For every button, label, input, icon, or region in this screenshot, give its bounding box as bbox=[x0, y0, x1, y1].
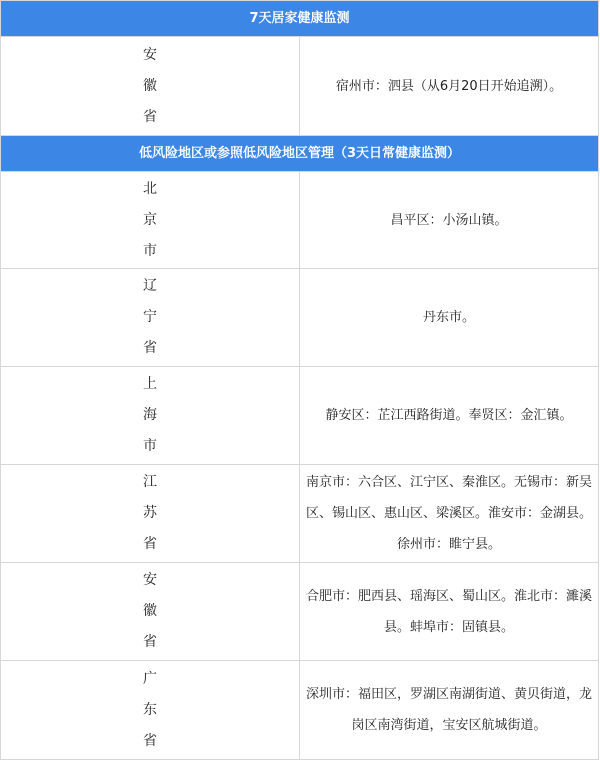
province-char: 宁 bbox=[143, 309, 157, 325]
table-row bbox=[1, 172, 599, 269]
area-cell: 宿州市：泗县（从6月20日开始追溯）。 bbox=[300, 37, 599, 136]
section-header-row bbox=[1, 1, 599, 37]
province-cell bbox=[1, 465, 300, 563]
section-header-home-monitoring: 7天居家健康监测 bbox=[1, 1, 599, 37]
section-header-row bbox=[1, 136, 599, 172]
province-char: 市 bbox=[143, 438, 157, 454]
table-row bbox=[1, 563, 599, 661]
province-char: 苏 bbox=[143, 505, 157, 521]
province-cell bbox=[1, 37, 300, 136]
province-cell bbox=[1, 367, 300, 465]
table-row bbox=[1, 367, 599, 465]
area-cell: 丹东市。 bbox=[300, 269, 599, 367]
table-row bbox=[1, 661, 599, 760]
area-cell: 深圳市：福田区，罗湖区南湖街道、黄贝街道，龙岗区南湾街道，宝安区航城街道。 bbox=[300, 661, 599, 760]
province-cell bbox=[1, 661, 300, 760]
province-char: 安 bbox=[143, 46, 157, 63]
province-cell bbox=[1, 563, 300, 661]
table-row bbox=[1, 465, 599, 563]
province-char: 东 bbox=[143, 701, 157, 718]
province-char: 北 bbox=[143, 180, 157, 197]
table-row bbox=[1, 37, 599, 136]
table-row bbox=[1, 269, 599, 367]
province-char: 辽 bbox=[143, 278, 157, 294]
province-char: 省 bbox=[143, 340, 157, 356]
section-header-low-risk: 低风险地区或参照低风险地区管理（3天日常健康监测） bbox=[1, 136, 599, 172]
province-cell bbox=[1, 269, 300, 367]
area-cell: 南京市：六合区、江宁区、秦淮区。无锡市：新吴区、锡山区、惠山区、梁溪区。淮安市：金湖县。徐州市：睢宁县。 bbox=[300, 465, 599, 563]
province-char: 市 bbox=[143, 242, 157, 259]
province-char: 京 bbox=[143, 211, 157, 228]
area-cell: 静安区：芷江西路街道。奉贤区：金汇镇。 bbox=[300, 367, 599, 465]
province-char: 江 bbox=[143, 474, 157, 490]
area-cell: 昌平区：小汤山镇。 bbox=[300, 172, 599, 269]
area-cell: 合肥市：肥西县、瑶海区、蜀山区。淮北市：濉溪县。蚌埠市：固镇县。 bbox=[300, 563, 599, 661]
province-char: 省 bbox=[143, 634, 157, 650]
province-char: 徽 bbox=[143, 77, 157, 94]
province-char: 广 bbox=[143, 670, 157, 687]
province-char: 徽 bbox=[143, 603, 157, 619]
province-cell bbox=[1, 172, 300, 269]
province-char: 省 bbox=[143, 536, 157, 552]
province-char: 海 bbox=[143, 407, 157, 423]
province-char: 上 bbox=[143, 376, 157, 392]
province-char: 省 bbox=[143, 108, 157, 125]
province-char: 省 bbox=[143, 732, 157, 749]
province-char: 安 bbox=[143, 572, 157, 588]
